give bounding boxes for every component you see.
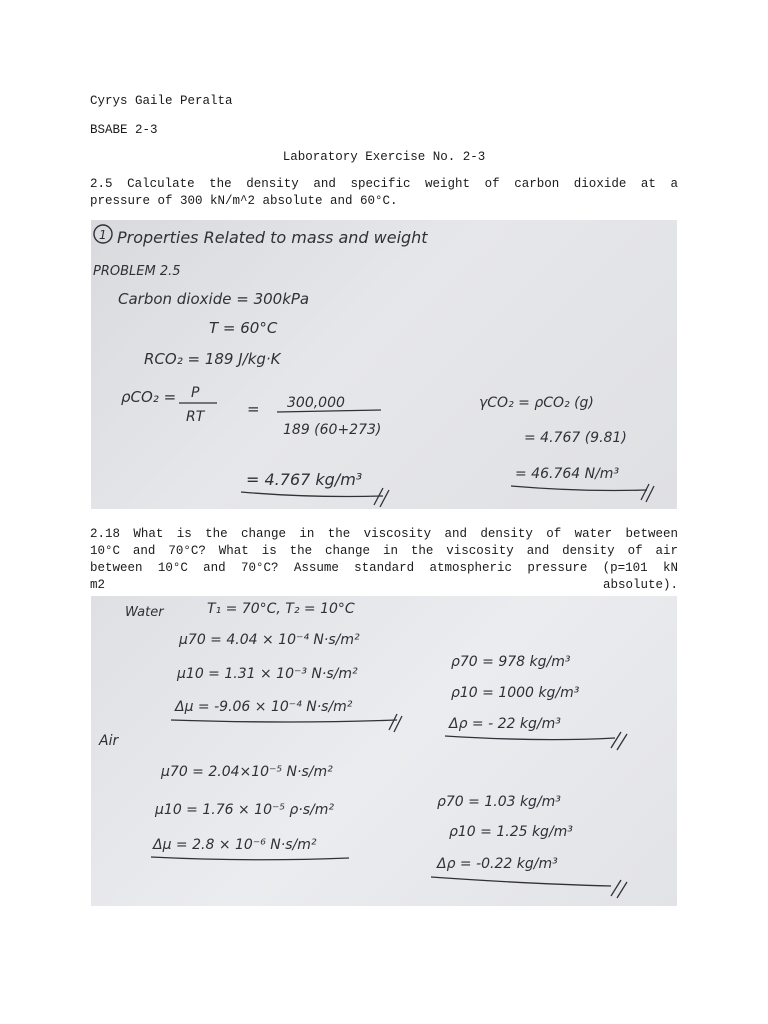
gamma-eq: γCO₂ = ρCO₂ (g) [479,395,594,411]
air-rho10: ρ10 = 1.25 kg/m³ [449,824,573,840]
rho-equals: = [247,400,260,418]
circle-number: 1 [99,228,107,242]
given-temperature: T = 60°C [209,319,278,337]
water-delta-rho: Δρ = - 22 kg/m³ [449,716,561,732]
air-rho70: ρ70 = 1.03 kg/m³ [437,794,561,810]
problem2-question-line4-left: m2 [90,578,106,592]
given-co2: Carbon dioxide = 300kPa [118,290,310,308]
problem-label: PROBLEM 2.5 [93,264,181,279]
gamma-substitution: = 4.767 (9.81) [524,430,627,446]
substitution-numerator: 300,000 [287,395,345,411]
given-gas-constant: RCO₂ = 189 J/kg·K [144,350,281,368]
problem2-question-line4-right: absolute). [602,578,678,592]
rho-eq-left: ρCO₂ = [121,388,177,406]
water-rho10: ρ10 = 1000 kg/m³ [451,685,580,701]
air-mu10: μ10 = 1.76 × 10⁻⁵ ρ·s/m² [155,802,335,818]
substitution-denominator: 189 (60+273) [283,422,382,438]
problem1-question-line2: pressure of 300 kN/m^2 absolute and 60°C. [90,194,398,208]
problem1-handwritten-photo [91,220,677,509]
rho-denominator: RT [186,409,205,425]
section-label: BSABE 2-3 [90,123,158,137]
work-heading: Properties Related to mass and weight [117,228,428,247]
problem2-question-line1: 2.18 What is the change in the viscosity and density of water between [90,527,678,541]
water-label: Water [125,605,164,620]
water-delta-mu: Δμ = -9.06 × 10⁻⁴ N·s/m² [175,699,353,715]
gamma-result: = 46.764 N/m³ [515,466,620,482]
rho-numerator: P [191,385,200,401]
water-mu10: μ10 = 1.31 × 10⁻³ N·s/m² [177,666,358,682]
air-delta-mu: Δμ = 2.8 × 10⁻⁶ N·s/m² [153,837,317,853]
problem2-question-line3: between 10°C and 70°C? Assume standard atmospheric pressure (p=101 kN [90,561,678,575]
air-mu70: μ70 = 2.04×10⁻⁵ N·s/m² [161,764,333,780]
water-mu70: μ70 = 4.04 × 10⁻⁴ N·s/m² [179,632,360,648]
air-label: Air [99,733,119,749]
problem2-question-line4 [90,577,678,594]
problem2-handwritten-photo [91,596,677,906]
problem1-question-line1: 2.5 Calculate the density and specific weight of carbon dioxide at a [90,177,678,191]
air-delta-rho: Δρ = -0.22 kg/m³ [437,856,558,872]
student-name: Cyrys Gaile Peralta [90,94,233,108]
exercise-title: Laboratory Exercise No. 2-3 [282,150,486,164]
water-rho70: ρ70 = 978 kg/m³ [451,654,571,670]
problem2-question-line2: 10°C and 70°C? What is the change in the viscosity and density of air [90,544,678,558]
rho-result: = 4.767 kg/m³ [246,470,363,489]
water-temperatures: T₁ = 70°C, T₂ = 10°C [207,601,355,617]
